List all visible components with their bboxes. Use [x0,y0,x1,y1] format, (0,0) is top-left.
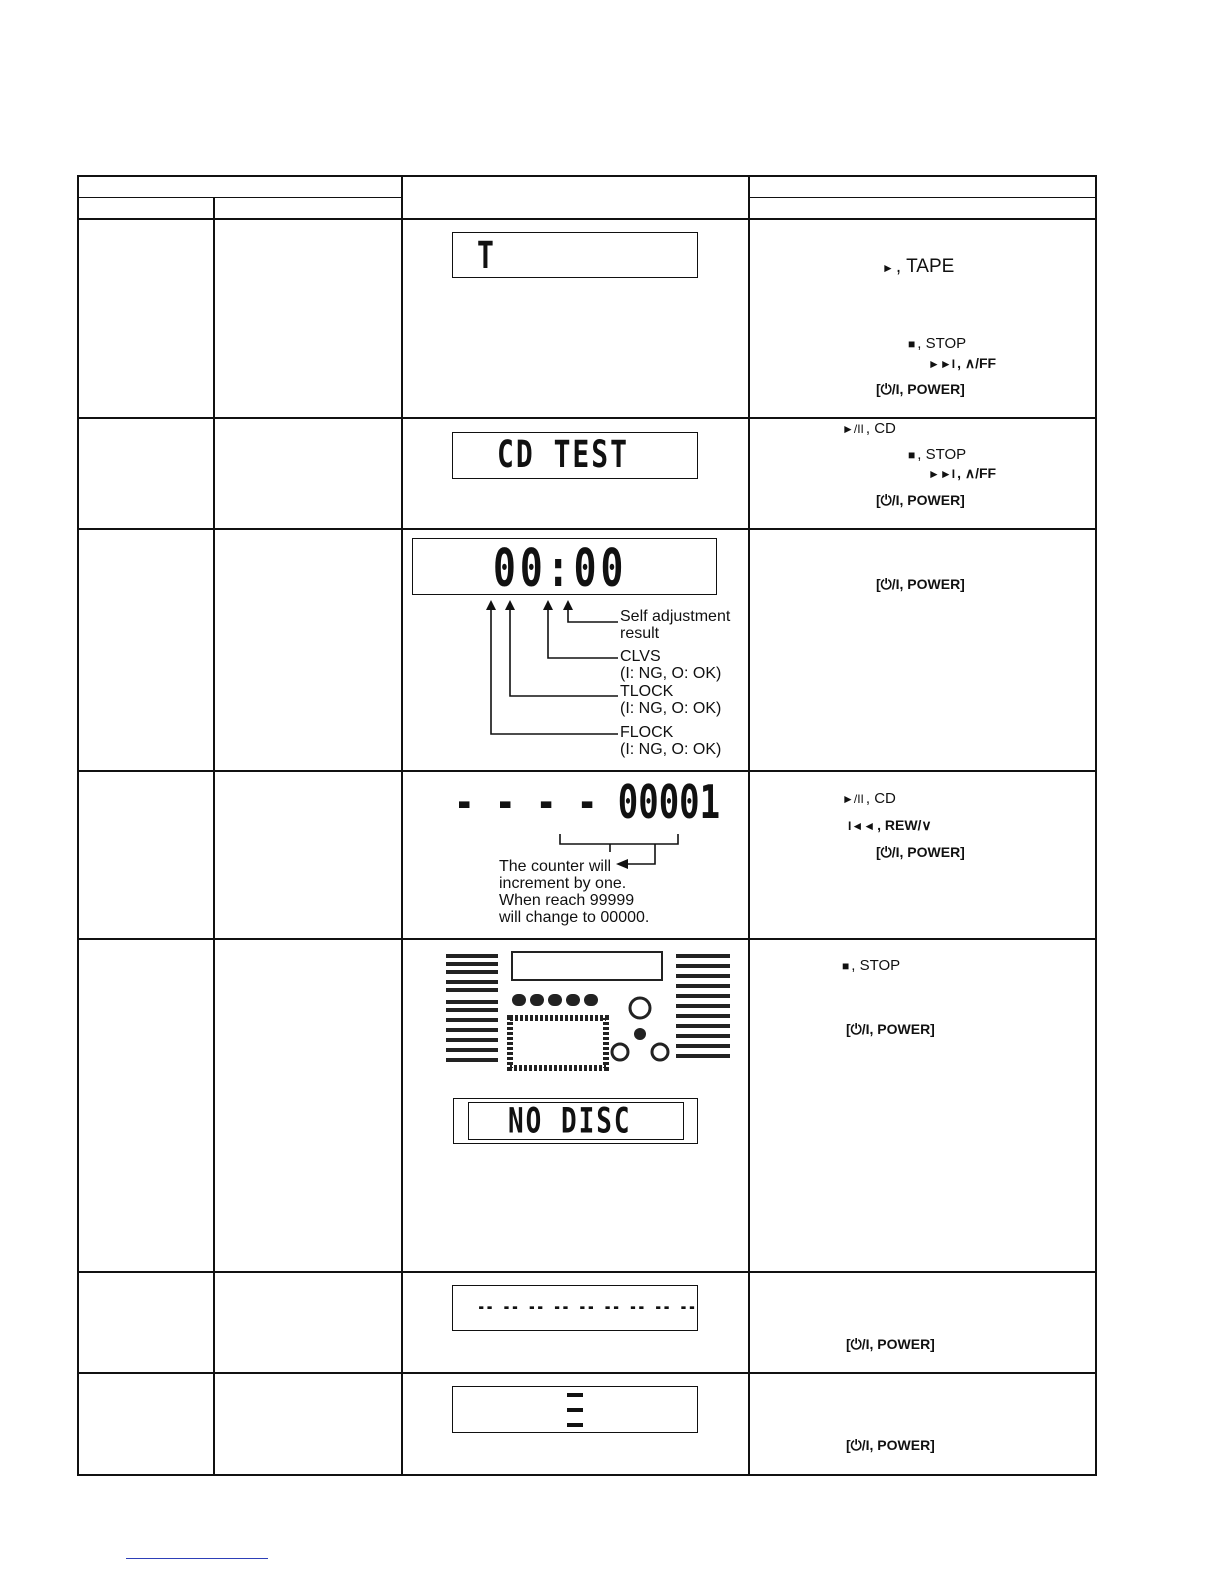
ff-button: ►►I , ∧/FF [928,355,997,371]
prev-icon: I◄◄ [848,819,876,833]
power-button [846,1438,935,1452]
lcd-display-dashes [452,1285,698,1331]
header-bottom [77,218,1097,220]
col-divider-3 [748,175,750,1475]
row-sep-4 [77,938,1097,940]
row-sep-6 [77,1372,1097,1374]
stop-icon: ■ [908,337,916,351]
lcd-text: NO DISC [508,1101,632,1142]
next-icon: ►►I [928,357,956,371]
power-button [876,382,965,396]
stop-button: ■ , STOP [842,957,901,974]
table-top-border [77,175,1097,177]
stop-button: ■ , STOP [908,335,967,352]
counter-note: The counter will increment by one. When reach 99999 will change to 00000. [499,858,650,926]
footer-link-underline[interactable] [126,1558,268,1559]
table-bottom-border [77,1474,1097,1476]
lcd-display-tape [452,232,698,278]
cd-play-button: ►/II , CD [842,420,896,437]
lcd-segment-mid [567,1408,583,1412]
row-sep-3 [77,770,1097,772]
row-sep-2 [77,528,1097,530]
power-icon: [⏻/I, POWER] [876,492,965,508]
cd-play-button: ►/II , CD [842,790,896,807]
lcd-counter-text: - - - - 00001 [454,775,721,830]
lcd-display-no-disc [453,1098,698,1144]
power-button [876,845,965,859]
table-right-edge [1095,175,1097,1475]
lcd-text: 00:00 [493,538,628,599]
stop-icon: ■ [908,448,916,462]
lcd-text: CD TEST [497,431,630,477]
lcd-display-blank [452,1386,698,1433]
self-adjust-label: Self adjustment result [620,608,731,642]
power-button [846,1337,935,1351]
tlock-label: TLOCK (I: NG, O: OK) [620,683,722,717]
row-sep-1 [77,417,1097,419]
power-icon: [⏻/I, POWER] [846,1336,935,1352]
lcd-display-adjust [412,538,717,599]
ff-button: ►►I , ∧/FF [928,465,997,481]
power-button [846,1022,935,1036]
header-subrow-left [77,197,402,198]
play-pause-icon: ►/II [842,422,864,436]
stop-icon: ■ [842,959,850,973]
power-icon: [⏻/I, POWER] [876,844,965,860]
power-button [876,493,965,507]
power-button [876,577,965,591]
lcd-segment-top [567,1393,583,1397]
lcd-display-cd-test [452,432,698,479]
lcd-segment-bottom [567,1423,583,1427]
header-subrow-right [748,197,1096,198]
col-divider-1 [213,197,215,1475]
row-sep-5 [77,1271,1097,1273]
play-icon: ► [882,261,894,275]
stop-button: ■ , STOP [908,446,967,463]
play-pause-icon: ►/II [842,792,864,806]
tape-play-button: ► , TAPE [882,256,955,277]
power-icon: [⏻/I, POWER] [846,1021,935,1037]
power-icon: [⏻/I, POWER] [876,576,965,592]
full-lcd-segment-image [444,948,734,1072]
rew-button: I◄◄ , REW/∨ [848,817,932,833]
lcd-text: -- -- -- -- -- -- -- -- -- [477,1296,697,1319]
table-left-border [77,175,79,1475]
power-icon: [⏻/I, POWER] [846,1437,935,1453]
power-icon: [⏻/I, POWER] [876,381,965,397]
lcd-text: T [477,232,494,278]
col-divider-2 [401,175,403,1475]
next-icon: ►►I [928,467,956,481]
flock-label: FLOCK (I: NG, O: OK) [620,724,722,758]
clvs-label: CLVS (I: NG, O: OK) [620,648,722,682]
